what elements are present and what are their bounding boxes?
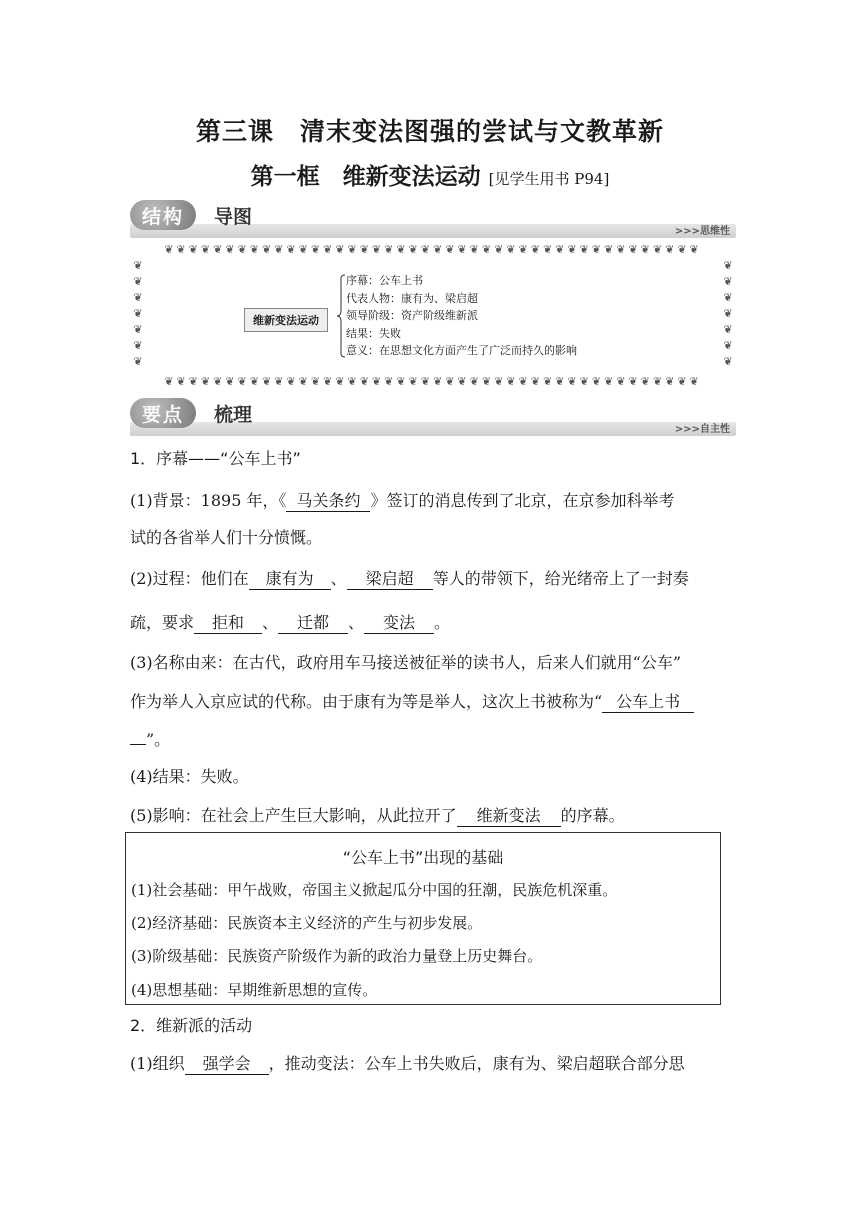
lesson-title: 第三课 清末变法图强的尝试与文教革新 [195, 117, 664, 146]
section-title-text: 第一框 维新变法运动 [250, 164, 481, 190]
section-title [0, 158, 860, 191]
ornament-border-top: ❦❦❦❦❦❦❦❦❦❦❦❦❦❦❦❦❦❦❦❦❦❦❦❦❦❦❦❦❦❦❦❦❦❦❦❦❦❦❦❦❦❦❦❦ [164, 244, 702, 256]
diagram-brace [336, 274, 346, 358]
diagram-branch: 领导阶级：资产阶级维新派 [346, 309, 478, 322]
process-line: (2)过程：他们在 康有为 、 梁启超 等人的带领下，给光绪帝上了一封奏 [130, 569, 689, 588]
fill-blank-tail [130, 744, 146, 745]
page-reference: [见学生用书 P94] [488, 170, 610, 188]
header-word: 梳理 [214, 404, 253, 426]
name-origin-line-cont: 作为举人入京应试的代称。由于康有为等是举人，这次上书被称为“ 公车上书 [130, 692, 694, 713]
item-heading: 1．序幕——“公车上书” [130, 449, 301, 468]
fill-blank: 梁启超 [347, 569, 433, 590]
diagram-branch: 代表人物：康有为、梁启超 [346, 291, 478, 305]
info-box-title: “公车上书”出现的基础 [342, 848, 504, 867]
ornament-border-bottom: ❦❦❦❦❦❦❦❦❦❦❦❦❦❦❦❦❦❦❦❦❦❦❦❦❦❦❦❦❦❦❦❦❦❦❦❦❦❦❦❦❦❦❦❦ [164, 376, 702, 388]
name-origin-line-end: ”。 [130, 730, 170, 750]
fill-blank: 强学会 [185, 1054, 269, 1075]
structure-diagram [132, 244, 734, 388]
diagram-branches [346, 272, 577, 360]
info-box-line: (2)经济基础：民族资本主义经济的产生与初步发展。 [131, 914, 483, 932]
fill-blank: 拒和 [194, 613, 262, 634]
process-line-cont: 疏，要求 拒和 、 迁都 、 变法 。 [130, 613, 451, 632]
header-pill: 要点 [130, 398, 196, 428]
fill-blank: 变法 [364, 613, 434, 634]
organization-line: (1)组织 强学会 ，推动变法：公车上书失败后，康有为、梁启超联合部分思 [130, 1054, 685, 1073]
info-box [125, 832, 721, 1005]
fill-blank: 维新变法 [457, 806, 561, 827]
header-pill: 结构 [130, 200, 196, 230]
diagram-branch: 意义：在思想文化方面产生了广泛而持久的影响 [346, 344, 577, 357]
info-box-line: (4)思想基础：早期维新思想的宣传。 [131, 981, 378, 999]
ornament-border-left: ❦ ❦ ❦ ❦ ❦ ❦ ❦ [133, 259, 143, 368]
structure-diagram-header [130, 198, 736, 244]
header-word: 导图 [214, 206, 253, 228]
fill-blank: 迁都 [278, 613, 348, 634]
fill-blank: 康有为 [249, 569, 331, 590]
ornament-border-right: ❦ ❦ ❦ ❦ ❦ ❦ ❦ [723, 259, 733, 368]
fill-blank: 公车上书 [602, 692, 694, 713]
header-tag: >>>自主性 [674, 424, 730, 435]
fill-blank: 马关条约 [286, 491, 370, 512]
diagram-center-box: 维新变法运动 [244, 308, 328, 332]
effect-line: (5)影响：在社会上产生巨大影响，从此拉开了 维新变法 的序幕。 [130, 806, 625, 825]
header-tag: >>>思维性 [674, 226, 730, 237]
name-origin-line: (3)名称由来：在古代，政府用车马接送被征举的读书人，后来人们就用“公车” [130, 653, 682, 672]
diagram-branch: 结果：失败 [346, 326, 401, 340]
background-line: (1)背景：1895 年，《 马关条约 》签订的消息传到了北京，在京参加科举考 [130, 491, 675, 510]
info-box-line: (1)社会基础：甲午战败，帝国主义掀起瓜分中国的狂潮，民族危机深重。 [131, 881, 618, 899]
result-line: (4)结果：失败。 [130, 767, 249, 786]
key-points-header [130, 396, 736, 442]
info-box-line: (3)阶级基础：民族资产阶级作为新的政治力量登上历史舞台。 [131, 947, 543, 965]
diagram-branch: 序幕：公车上书 [346, 274, 423, 287]
background-line-cont: 试的各省举人们十分愤慨。 [130, 528, 323, 547]
item-heading: 2．维新派的活动 [130, 1016, 253, 1035]
